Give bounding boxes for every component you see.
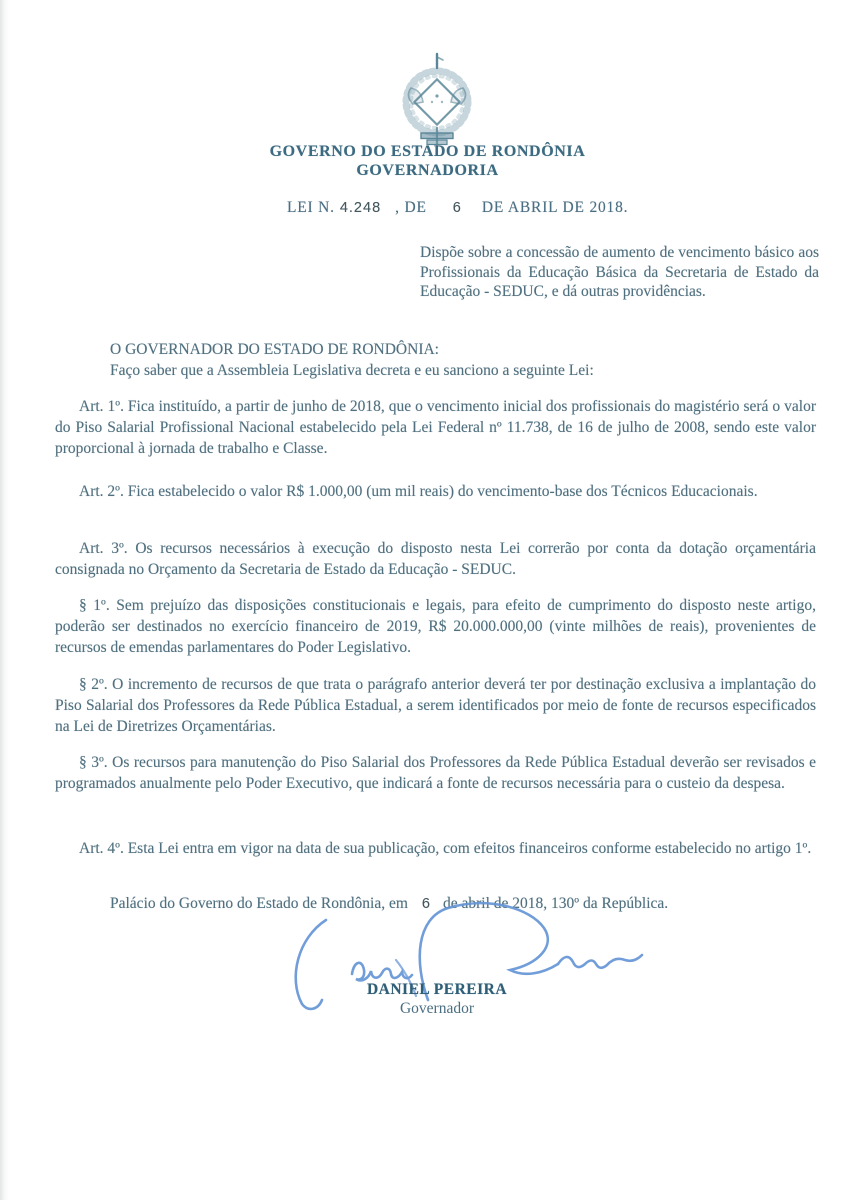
paragraph-1: § 1º. Sem prejuízo das disposições constitucionais e legais, para efeito de cumprimento do disposto neste artigo, poderão ser destinados no exercício financeiro de 2019, R$ 20.000.000,00 (vinte milhões de reais), provenientes de recursos de emendas parlamentares do Poder Legislativo. xyxy=(55,597,816,656)
preamble-line-2: Faço saber que a Assembleia Legislativa decreta e eu sanciono a seguinte Lei: xyxy=(110,362,594,379)
law-separator: , DE xyxy=(395,199,427,216)
closing-line xyxy=(110,895,830,913)
preamble-line-1: O GOVERNADOR DO ESTADO DE RONDÔNIA: xyxy=(110,341,439,358)
closing-day: 6 xyxy=(421,896,431,912)
rondonia-coat-of-arms-icon xyxy=(377,52,497,148)
closing-post: de abril de 2018, 130º da República. xyxy=(442,895,669,912)
article-4: Art. 4º. Esta Lei entra em vigor na data de sua publicação, com efeitos financeiros conforme estabelecido no artigo 1º. xyxy=(79,840,812,857)
ementa-paragraph: Dispõe sobre a concessão de aumento de vencimento básico aos Profissionais da Educação Básica da Secretaria de Estado da Educação - SEDUC, e dá outras providências. xyxy=(420,244,819,301)
letterhead-dept: GOVERNADORIA xyxy=(356,162,499,179)
signer-name: DANIEL PEREIRA xyxy=(366,981,508,998)
preamble xyxy=(110,339,815,381)
law-day: 6 xyxy=(452,200,462,216)
letterhead xyxy=(0,142,855,180)
scan-edge-shadow xyxy=(0,0,9,1200)
law-date: DE ABRIL DE 2018. xyxy=(481,199,629,216)
paragraph-2: § 2º. O incremento de recursos de que trata o parágrafo anterior deverá ter por destinação exclusiva a implantação do Piso Salarial dos Professores da Rede Pública Estadual, a serem identificados por meio de fonte de recursos especificados na Lei de Diretrizes Orçamentárias. xyxy=(55,676,816,735)
closing-pre: Palácio do Governo do Estado de Rondônia, em xyxy=(110,895,408,912)
paragraph-3: § 3º. Os recursos para manutenção do Piso Salarial dos Professores da Rede Pública Estadual deverão ser revisados e programados anualmente pelo Poder Executivo, que indicará a fonte de recursos necessária para o custeio da despesa. xyxy=(55,754,816,792)
signer-title: Governador xyxy=(399,1000,475,1017)
article-1: Art. 1º. Fica instituído, a partir de junho de 2018, que o vencimento inicial dos profissionais do magistério será o valor do Piso Salarial Profissional Nacional estabelecido pela Lei Federal nº 11.738, de 16 de julho de 2008, sendo este valor proporcional à jornada de trabalho e Classe. xyxy=(55,398,816,457)
article-3: Art. 3º. Os recursos necessários à execução do disposto nesta Lei correrão por conta da dotação orçamentária consignada no Orçamento da Secretaria de Estado da Educação - SEDUC. xyxy=(55,540,816,578)
law-prefix: LEI N. xyxy=(287,199,335,216)
letterhead-org: GOVERNO DO ESTADO DE RONDÔNIA xyxy=(269,143,586,160)
law-title-line xyxy=(287,199,628,217)
law-number: 4.248 xyxy=(339,200,382,216)
article-2: Art. 2º. Fica estabelecido o valor R$ 1.000,00 (um mil reais) do vencimento-base dos Técnicos Educacionais. xyxy=(79,483,758,500)
